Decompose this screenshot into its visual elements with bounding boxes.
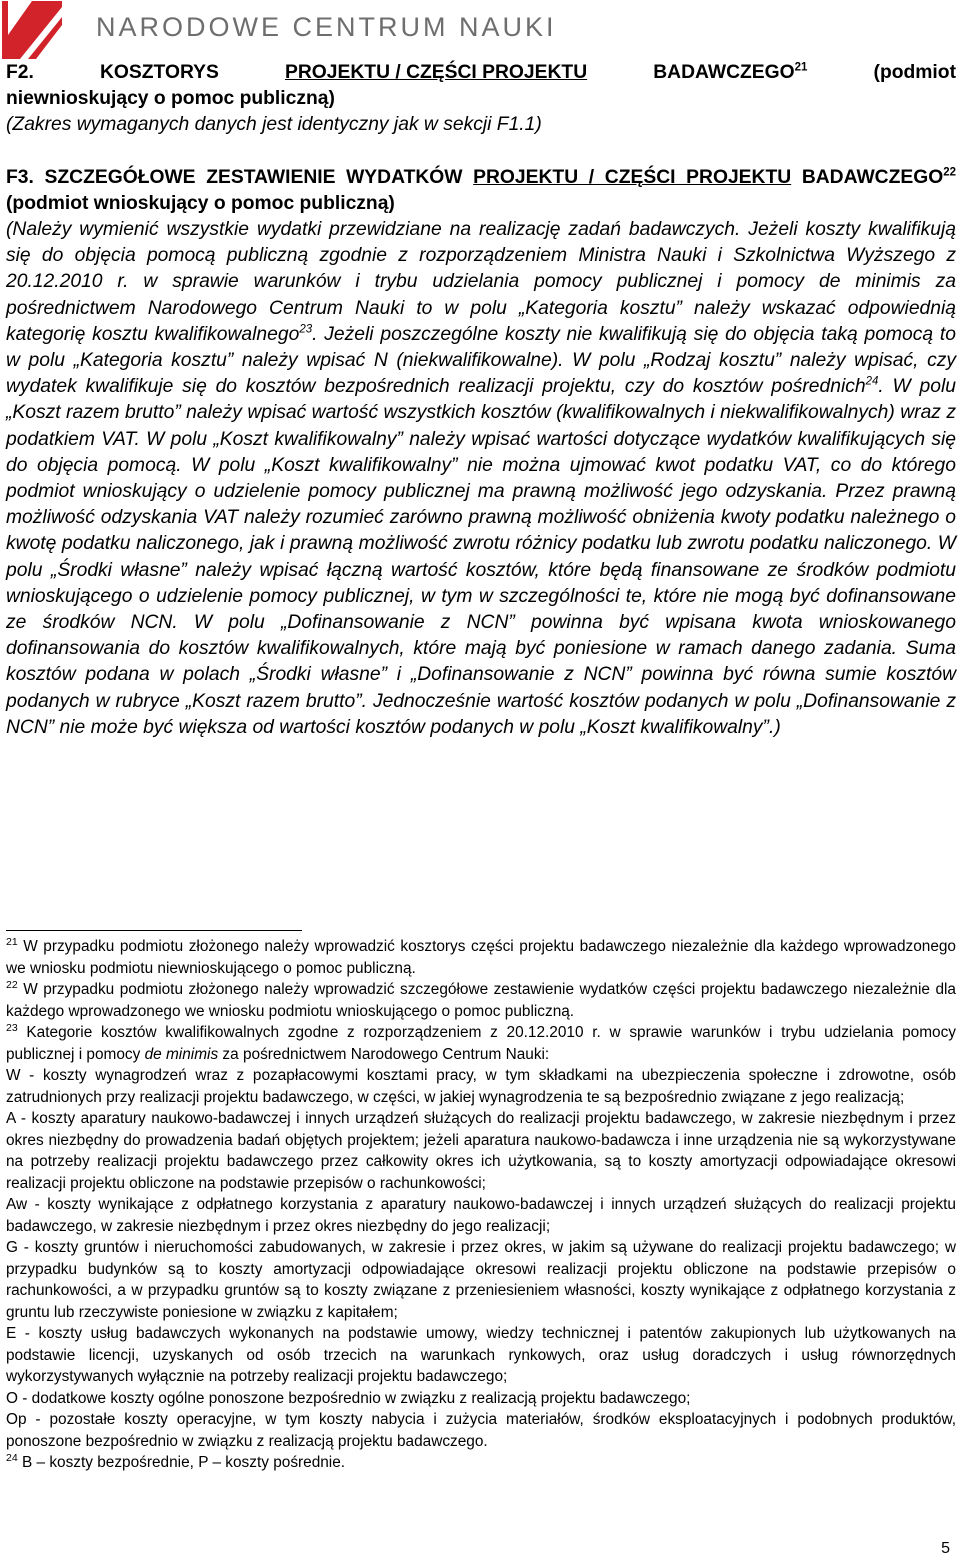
footnote-text: za pośrednictwem Narodowego Centrum Nauki: (218, 1045, 550, 1063)
page-header (0, 0, 960, 60)
f2-title-line (6, 60, 956, 86)
footnote-number: 21 (6, 935, 18, 948)
footnote-text: B – koszty bezpośrednie, P – koszty pośrednie. (21, 1454, 346, 1471)
footnote-21 (6, 936, 956, 979)
f2-title-project: PROJEKTU / CZĘŚCI PROJEKTU (285, 62, 588, 83)
category-g: G - koszty gruntów i nieruchomości zabudowanych, w zakresie i przez okres, w jakim są używane do realizacji projektu badawczego; w przypadku budynków są to koszty amortyzacji odpowiadające okresowi realizacji projektu obliczone na podstawie przepisów o rachunkowości, a w przypadku gruntów są to koszty związane z przeniesieniem własności, koszty wynikające z odpłatnego korzystania z gruntu lub rzeczywiste poniesione w związku z kapitałem; (6, 1239, 956, 1321)
f3-title-main: F3. SZCZEGÓŁOWE ZESTAWIENIE WYDATKÓW (6, 166, 474, 188)
f2-title-line-2: niewnioskujący o pomoc publiczną) (6, 88, 335, 110)
category-w: W - koszty wynagrodzeń wraz z pozapłacowymi kosztami pracy, w tym składkami na ubezpieczenia społeczne i zdrowotne, osób zatrudnionych przy realizacji projektu badawczego, w części, w jakiej wynagrodzenia te są bezpośrednio związane z jego realizacją; (6, 1067, 956, 1106)
page-number: 5 (941, 1540, 950, 1557)
f2-number: F2. (6, 62, 34, 83)
footnote-24 (6, 1452, 956, 1474)
footnote-number: 23 (6, 1021, 18, 1034)
footnote-ref-24[interactable]: 24 (865, 375, 879, 388)
f3-instructions-part-a: (Należy wymienić wszystkie wydatki przewidziane na realizację zadań badawczych. Jeżeli koszty kwalifikują się do objęcia pomocą publiczną zgodnie z rozporządzeniem Ministra Nauki i Szkolnictwa Wyższego z 20.12.2010 r. w sprawie warunków i trybu udzielania pomocy publicznej i pomocy de minimis za pośrednictwem Narodowego Centrum Nauki to w polu „Kategoria kosztu” należy wskazać odpowiednią kategorię kosztu kwalifikowalnego (6, 219, 956, 345)
footnote-ref-22[interactable]: 22 (943, 166, 956, 179)
category-op: Op - pozostałe koszty operacyjne, w tym koszty nabycia i zużycia materiałów, środków eksploatacyjnych i podobnych produktów, ponoszone bezpośrednio w związku z realizacją projektu badawczego. (6, 1411, 956, 1450)
footnote-ref-21[interactable]: 21 (794, 61, 808, 74)
footnote-ref-23[interactable]: 23 (299, 323, 313, 336)
f3-title-podmiot: (podmiot wnioskujący o pomoc publiczną) (6, 192, 395, 214)
main-content (6, 60, 956, 741)
organization-name: NARODOWE CENTRUM NAUKI (96, 12, 557, 42)
f2-title-podmiot: (podmiot (873, 62, 956, 83)
category-e: E - koszty usług badawczych wykonanych na podstawie umowy, wiedzy technicznej i patentów zakupionych lub użytkowanych na podstawie licencji, uzyskanych od osób trzecich na warunkach rynkowych, oraz usług doradczych i usług równorzędnych wykorzystywanych wyłącznie na potrzeby realizacji projektu badawczego; (6, 1325, 956, 1385)
f3-title-badawczego: BADAWCZEGO (801, 166, 944, 188)
f2-scope-note: (Zakres wymaganych danych jest identyczny jak w sekcji F1.1) (6, 114, 542, 136)
f3-title (6, 165, 956, 217)
category-aw: Aw - koszty wynikające z odpłatnego korzystania z aparatury naukowo-badawczej i innych urządzeń służących do realizacji projektu badawczego, w zakresie niezbędnym i przez okres niezbędny do jego realizacji; (6, 1196, 956, 1235)
footnote-22 (6, 979, 956, 1022)
f3-instructions-part-c: . W polu „Koszt razem brutto” należy wpisać wartość wszystkich kosztów (kwalifikowalnych i niekwalifikowalnych) wraz z podatkiem VAT. W polu „Koszt kwalifikowalny” należy wpisać wartości dotyczące wydatków kwalifikujących się do objęcia pomocą. W polu „Koszt kwalifikowalny” nie można ujmować kwot podatku VAT, co do którego podmiot wnioskujący o udzielenie pomocy publicznej ma prawną możliwość jego odzyskania. Przez prawną możliwość odzyskania VAT należy rozumieć zarówno prawną możliwość obniżenia kwoty podatku należnego o kwotę podatku naliczonego, jak i prawną możliwość zwrotu różnicy podatku lub zwrotu podatku naliczonego. W polu „Środki własne” należy wpisać łączną wartość kosztów, które będą finansowane ze środków podmiotu wnioskującego o udzielenie pomocy publicznej, w tym w szczególności te, które nie mogą być dofinansowane ze środków NCN. W polu „Dofinansowanie z NCN” powinna być wpisana kwota wnioskowanego dofinansowania do kosztów kwalifikowalnych, które mają być poniesione w ramach danego zadania. Suma kosztów podana w polach „Środki własne” i „Dofinansowanie z NCN” powinna być równa sumie kosztów podanych w rubryce „Koszt razem brutto”. Jednocześnie wartość kosztów podanych w polu „Dofinansowanie z NCN” nie może być większa od wartości kosztów podanych w polu „Koszt kwalifikowalny”.) (6, 376, 956, 738)
f3-title-project: PROJEKTU / CZĘŚCI PROJEKTU (473, 166, 792, 188)
f3-instructions-part-b: . Jeżeli poszczególne koszty nie kwalifikują się do objęcia taką pomocą to w polu „Kategoria kosztu” należy wpisać N (niekwalifikowalne). W polu „Rodzaj kosztu” należy wpisać, czy wydatek kwalifikuje się do kosztów bezpośrednich realizacji projektu, czy do kosztów pośrednich (6, 323, 956, 398)
footnote-number: 22 (6, 978, 18, 991)
footnotes (6, 936, 956, 1474)
footnote-text: W przypadku podmiotu złożonego należy wprowadzić szczegółowe zestawienie wydatków części projektu badawczego niezależnie dla każdego wprowadzonego we wniosku podmiotu wnioskującego o pomoc publiczną. (6, 981, 956, 1020)
f2-title-kosztorys: KOSZTORYS (99, 62, 219, 83)
category-a: A - koszty aparatury naukowo-badawczej i innych urządzeń służących do realizacji projektu badawczego, w zakresie niezbędnym i przez okres niezbędny do prowadzenia badań objętych projektem; jeżeli aparatura naukowo-badawcza i inne urządzenia nie są wykorzystywane na potrzeby realizacji projektu badawczego przez całkowity okres ich użytkowania, są to koszty amortyzacji odpowiadające okresowi realizacji projektu obliczone na podstawie przepisów o rachunkowości; (6, 1110, 956, 1192)
footnote-text: W przypadku podmiotu złożonego należy wprowadzić kosztorys części projektu badawczego niezależnie dla każdego wprowadzonego we wniosku podmiotu niewnioskującego o pomoc publiczną. (6, 938, 956, 977)
footnote-23 (6, 1022, 956, 1065)
footnote-separator (6, 930, 302, 931)
footnote-text-italic: de minimis (144, 1045, 219, 1063)
footnote-text: Kategorie kosztów kwalifikowalnych zgodne z rozporządzeniem z 20.12.2010 r. w sprawie warunków i trybu udzielania pomocy publicznej i pomocy (6, 1024, 957, 1063)
f2-title-badawczego: BADAWCZEGO (653, 62, 795, 83)
category-o: O - dodatkowe koszty ogólne ponoszone bezpośrednio w związku z realizacją projektu badawczego; (6, 1389, 691, 1407)
f3-instructions (6, 217, 956, 741)
ncn-logo-icon (2, 1, 62, 59)
footnote-number: 24 (6, 1451, 18, 1464)
